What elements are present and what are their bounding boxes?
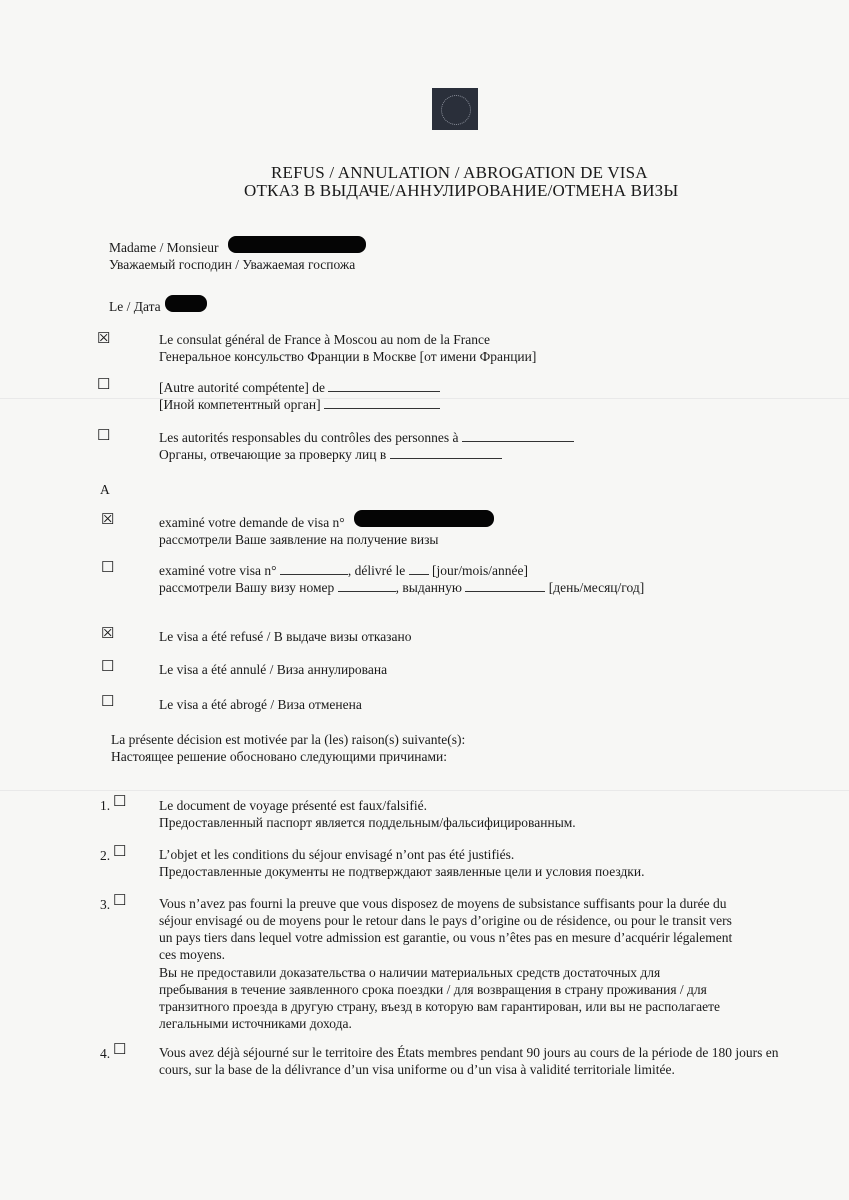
checkbox-reason-2[interactable]: ☐ <box>113 844 127 860</box>
checkbox-consulate[interactable]: ☒ <box>97 331 111 347</box>
checkbox-examined-application[interactable]: ☒ <box>101 512 115 528</box>
examined-application-fr: examiné votre demande de visa n° <box>159 515 345 530</box>
authority-consulate-ru: Генеральное консульство Франции в Москве [от имени Франции] <box>159 349 537 364</box>
reason-1-fr: Le document de voyage présenté est faux/falsifié. <box>159 798 428 813</box>
authority-other-line-ru <box>159 396 440 413</box>
reason-1-number: 1. <box>100 798 111 813</box>
authority-other-fr: [Autre autorité compétente] de <box>159 380 326 395</box>
date-label: Le / Дата <box>109 299 161 314</box>
blank-line <box>324 398 440 409</box>
reason-4-fr-line-2: cours, sur la base de la délivrance d’un visa uniforme ou d’un visa à validité territoriale limitée. <box>159 1062 675 1077</box>
checkbox-reason-4[interactable]: ☐ <box>113 1042 127 1058</box>
authority-consulate-fr: Le consulat général de France à Moscou au nom de la France <box>159 332 490 347</box>
redacted-application-number <box>354 510 494 527</box>
authority-border-ru: Органы, отвечающие за проверку лиц в <box>159 447 387 462</box>
title-ru: ОТКАЗ В ВЫДАЧЕ/АННУЛИРОВАНИЕ/ОТМЕНА ВИЗЫ <box>244 181 679 200</box>
checkbox-refused[interactable]: ☒ <box>101 626 115 642</box>
authority-border-fr: Les autorités responsables du contrôles des personnes à <box>159 430 459 445</box>
decision-revoked: Le visa a été abrogé / Виза отменена <box>159 697 362 712</box>
authority-border-line-ru <box>159 446 502 463</box>
blank-line <box>338 581 396 592</box>
examined-application-ru: рассмотрели Ваше заявление на получение визы <box>159 532 439 547</box>
reason-1-ru: Предоставленный паспорт является поддельным/фальсифицированным. <box>159 815 576 830</box>
blank-line <box>462 431 574 442</box>
reason-3-fr-line-1: Vous n’avez pas fourni la preuve que vous disposez de moyens de subsistance suffisants pour la durée du <box>159 896 727 911</box>
blank-line <box>390 448 502 459</box>
authority-other-ru: [Иной компетентный орган] <box>159 397 321 412</box>
reason-3-ru-line-2: пребывания в течение заявленного срока поездки / для возвращения в страну проживания / для <box>159 982 707 997</box>
authority-border-line-fr <box>159 429 574 446</box>
examined-visa-fr-3: [jour/mois/année] <box>431 563 528 578</box>
reason-2-fr: L’objet et les conditions du séjour envisagé n’ont pas été justifiés. <box>159 847 515 862</box>
examined-visa-fr-1: examiné votre visa n° <box>159 563 277 578</box>
reason-3-fr-line-4: ces moyens. <box>159 947 225 962</box>
reason-3-fr-line-2: séjour envisagé ou de moyens pour le retour dans le pays d’origine ou de résidence, ou pour le transit vers <box>159 913 732 928</box>
redacted-date <box>165 295 207 312</box>
eu-flag-icon <box>432 88 478 130</box>
blank-line <box>409 564 429 575</box>
reason-4-fr-line-1: Vous avez déjà séjourné sur le territoire des États membres pendant 90 jours au cours de la période de 180 jours en <box>159 1045 779 1060</box>
authority-other-line-fr <box>159 379 440 396</box>
reasons-intro-ru: Настоящее решение обосновано следующими причинами: <box>111 749 448 764</box>
blank-line <box>465 581 545 592</box>
examined-visa-ru-2: , выданную <box>395 580 462 595</box>
redacted-name <box>228 236 366 253</box>
checkbox-other-authority[interactable]: ☐ <box>97 377 111 393</box>
blank-line <box>280 564 348 575</box>
reason-2-ru: Предоставленные документы не подтверждают заявленные цели и условия поездки. <box>159 864 645 879</box>
reason-3-fr-line-3: un pays tiers dans lequel votre admission est garantie, ou vous n’êtes pas en mesure d’acquérir légalement <box>159 930 733 945</box>
section-a-label: A <box>100 482 110 497</box>
checkbox-reason-3[interactable]: ☐ <box>113 893 127 909</box>
reason-3-number: 3. <box>100 897 111 912</box>
examined-visa-fr-2: , délivré le <box>347 563 406 578</box>
checkbox-reason-1[interactable]: ☐ <box>113 794 127 810</box>
checkbox-revoked[interactable]: ☐ <box>101 694 115 710</box>
examined-visa-ru-3: [день/месяц/год] <box>548 580 645 595</box>
examined-visa-line-ru <box>159 579 644 596</box>
examined-visa-line-fr <box>159 562 528 579</box>
reason-4-number: 4. <box>100 1046 111 1061</box>
reason-3-ru-line-4: легальными источниками дохода. <box>159 1016 352 1031</box>
decision-annulled: Le visa a été annulé / Виза аннулирована <box>159 662 388 677</box>
title-fr: REFUS / ANNULATION / ABROGATION DE VISA <box>271 163 648 182</box>
reason-2-number: 2. <box>100 848 111 863</box>
checkbox-border-authority[interactable]: ☐ <box>97 428 111 444</box>
reason-3-ru-line-1: Вы не предоставили доказательства о наличии материальных средств достаточных для <box>159 965 661 980</box>
blank-line <box>328 381 440 392</box>
salutation-fr: Madame / Monsieur <box>109 240 219 255</box>
decision-refused: Le visa a été refusé / В выдаче визы отказано <box>159 629 412 644</box>
examined-visa-ru-1: рассмотрели Вашу визу номер <box>159 580 335 595</box>
salutation-ru: Уважаемый господин / Уважаемая госпожа <box>109 257 356 272</box>
checkbox-examined-visa[interactable]: ☐ <box>101 560 115 576</box>
reasons-intro-fr: La présente décision est motivée par la (les) raison(s) suivante(s): <box>111 732 466 747</box>
reason-3-ru-line-3: транзитного проезда в другую страну, въезд в которую вам гарантирован, или вы не располагаете <box>159 999 721 1014</box>
checkbox-annulled[interactable]: ☐ <box>101 659 115 675</box>
